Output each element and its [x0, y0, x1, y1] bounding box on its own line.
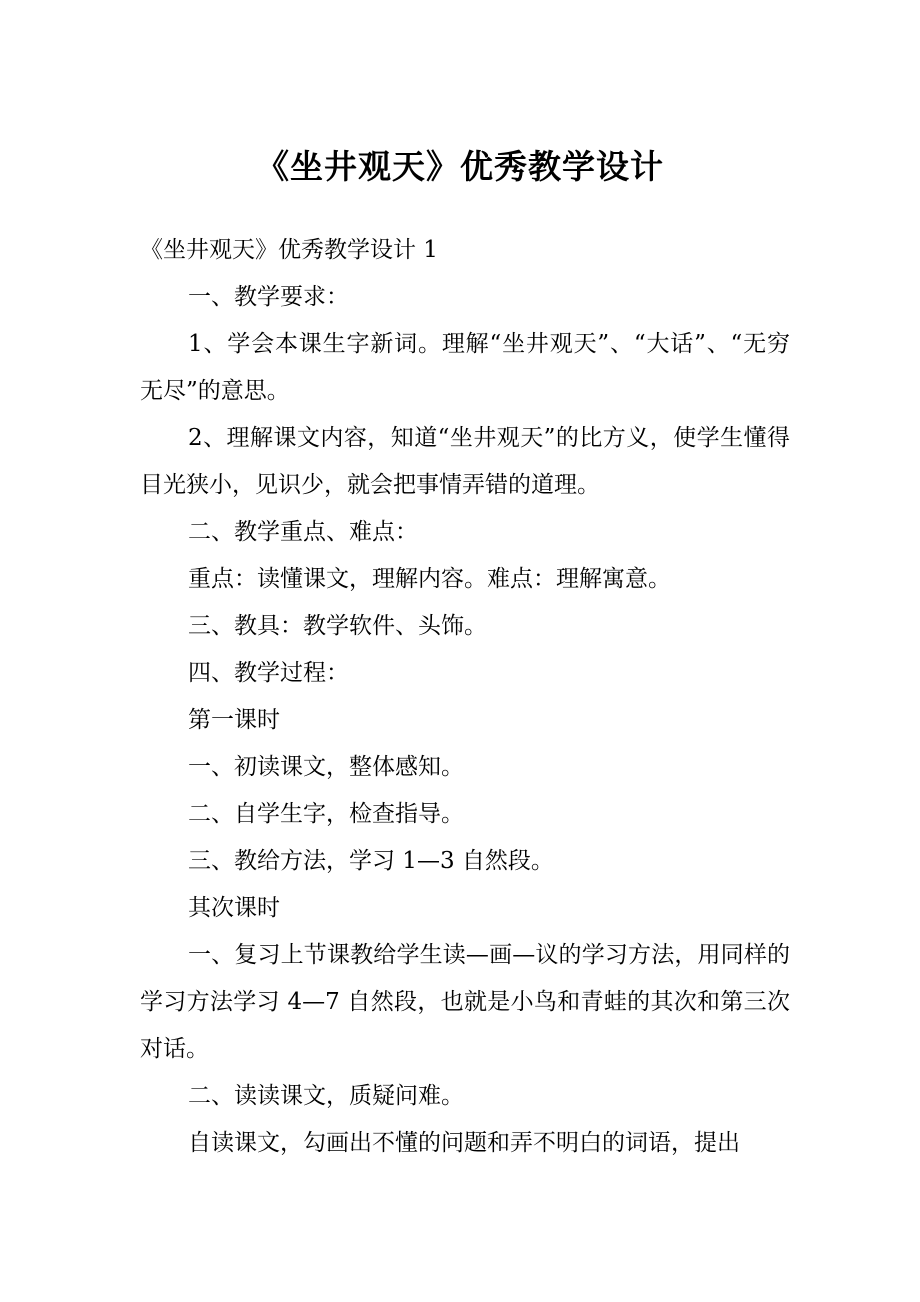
paragraph: 《坐井观天》优秀教学设计 1: [140, 237, 438, 263]
paragraph: 1、学会本课生字新词。理解“坐井观天”、“大话”、“无穷无尽”的意思。: [140, 331, 790, 404]
paragraph: 其次课时: [188, 895, 280, 921]
paragraph: 一、复习上节课教给学生读—画—议的学习方法，用同样的学习方法学习 4—7 自然段，也就是小鸟和青蛙的其次和第三次对话。: [140, 942, 790, 1062]
document-title: 《坐井观天》优秀教学设计: [256, 147, 664, 186]
paragraph: 重点：读懂课文，理解内容。难点：理解寓意。: [188, 566, 671, 592]
paragraph: 二、教学重点、难点：: [188, 519, 418, 545]
paragraph: 一、教学要求：: [188, 284, 349, 310]
paragraph: 一、初读课文，整体感知。: [188, 754, 464, 780]
paragraph: 二、读读课文，质疑问难。: [188, 1083, 464, 1109]
paragraph: 三、教具：教学软件、头饰。: [188, 613, 487, 639]
paragraph: 自读课文，勾画出不懂的问题和弄不明白的词语，提出: [188, 1130, 740, 1156]
paragraph: 第一课时: [188, 707, 280, 733]
paragraph: 三、教给方法，学习 1—3 自然段。: [188, 848, 554, 874]
paragraph: 2、理解课文内容，知道“坐井观天”的比方义，使学生懂得目光狭小，见识少，就会把事情弄错的道理。: [140, 425, 790, 498]
document-body: [140, 227, 790, 1167]
paragraph: 四、教学过程：: [188, 660, 349, 686]
paragraph: 二、自学生字，检查指导。: [188, 801, 464, 827]
